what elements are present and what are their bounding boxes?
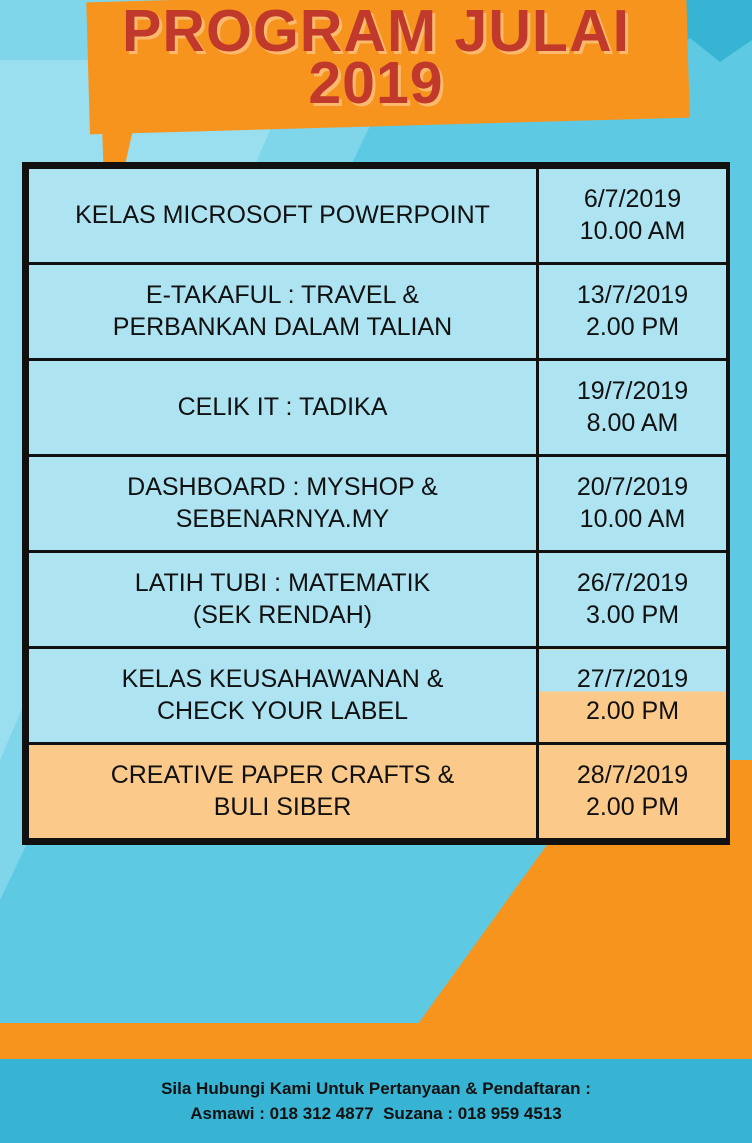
footer <box>0 1059 752 1143</box>
program-date-cell: 27/7/2019 2.00 PM <box>538 648 728 744</box>
program-title-cell: CELIK IT : TADIKA <box>28 360 538 456</box>
footer-contacts <box>190 1101 561 1127</box>
table-row <box>28 360 728 456</box>
schedule-table <box>26 166 729 841</box>
program-date-cell: 13/7/2019 2.00 PM <box>538 264 728 360</box>
footer-contact-prompt: Sila Hubungi Kami Untuk Pertanyaan & Pendaftaran : <box>161 1078 591 1098</box>
footer-contact-2: Suzana : 018 959 4513 <box>383 1104 562 1123</box>
program-date-cell: 26/7/2019 3.00 PM <box>538 552 728 648</box>
page-title-line1: PROGRAM JULAI <box>122 0 630 64</box>
table-row <box>28 552 728 648</box>
program-title-cell: LATIH TUBI : MATEMATIK (SEK RENDAH) <box>28 552 538 648</box>
schedule-table-wrapper <box>22 162 730 845</box>
program-date-cell: 20/7/2019 10.00 AM <box>538 456 728 552</box>
table-row <box>28 456 728 552</box>
table-row <box>28 168 728 264</box>
table-row <box>28 264 728 360</box>
footer-contact-1: Asmawi : 018 312 4877 <box>190 1104 374 1123</box>
page-title-line2: 2019 <box>308 49 444 116</box>
program-date-cell: 28/7/2019 2.00 PM <box>538 744 728 840</box>
program-date-cell: 6/7/2019 10.00 AM <box>538 168 728 264</box>
table-row <box>28 744 728 840</box>
program-title-cell: E-TAKAFUL : TRAVEL & PERBANKAN DALAM TALIAN <box>28 264 538 360</box>
table-row <box>28 648 728 744</box>
program-title-cell: KELAS MICROSOFT POWERPOINT <box>28 168 538 264</box>
page-title <box>0 0 752 116</box>
program-title-cell: DASHBOARD : MYSHOP & SEBENARNYA.MY <box>28 456 538 552</box>
program-title-cell: CREATIVE PAPER CRAFTS & BULI SIBER <box>28 744 538 840</box>
footer-contact-separator <box>374 1104 383 1123</box>
schedule-table-body <box>28 168 728 840</box>
program-date-cell: 19/7/2019 8.00 AM <box>538 360 728 456</box>
program-title-cell: KELAS KEUSAHAWANAN & CHECK YOUR LABEL <box>28 648 538 744</box>
